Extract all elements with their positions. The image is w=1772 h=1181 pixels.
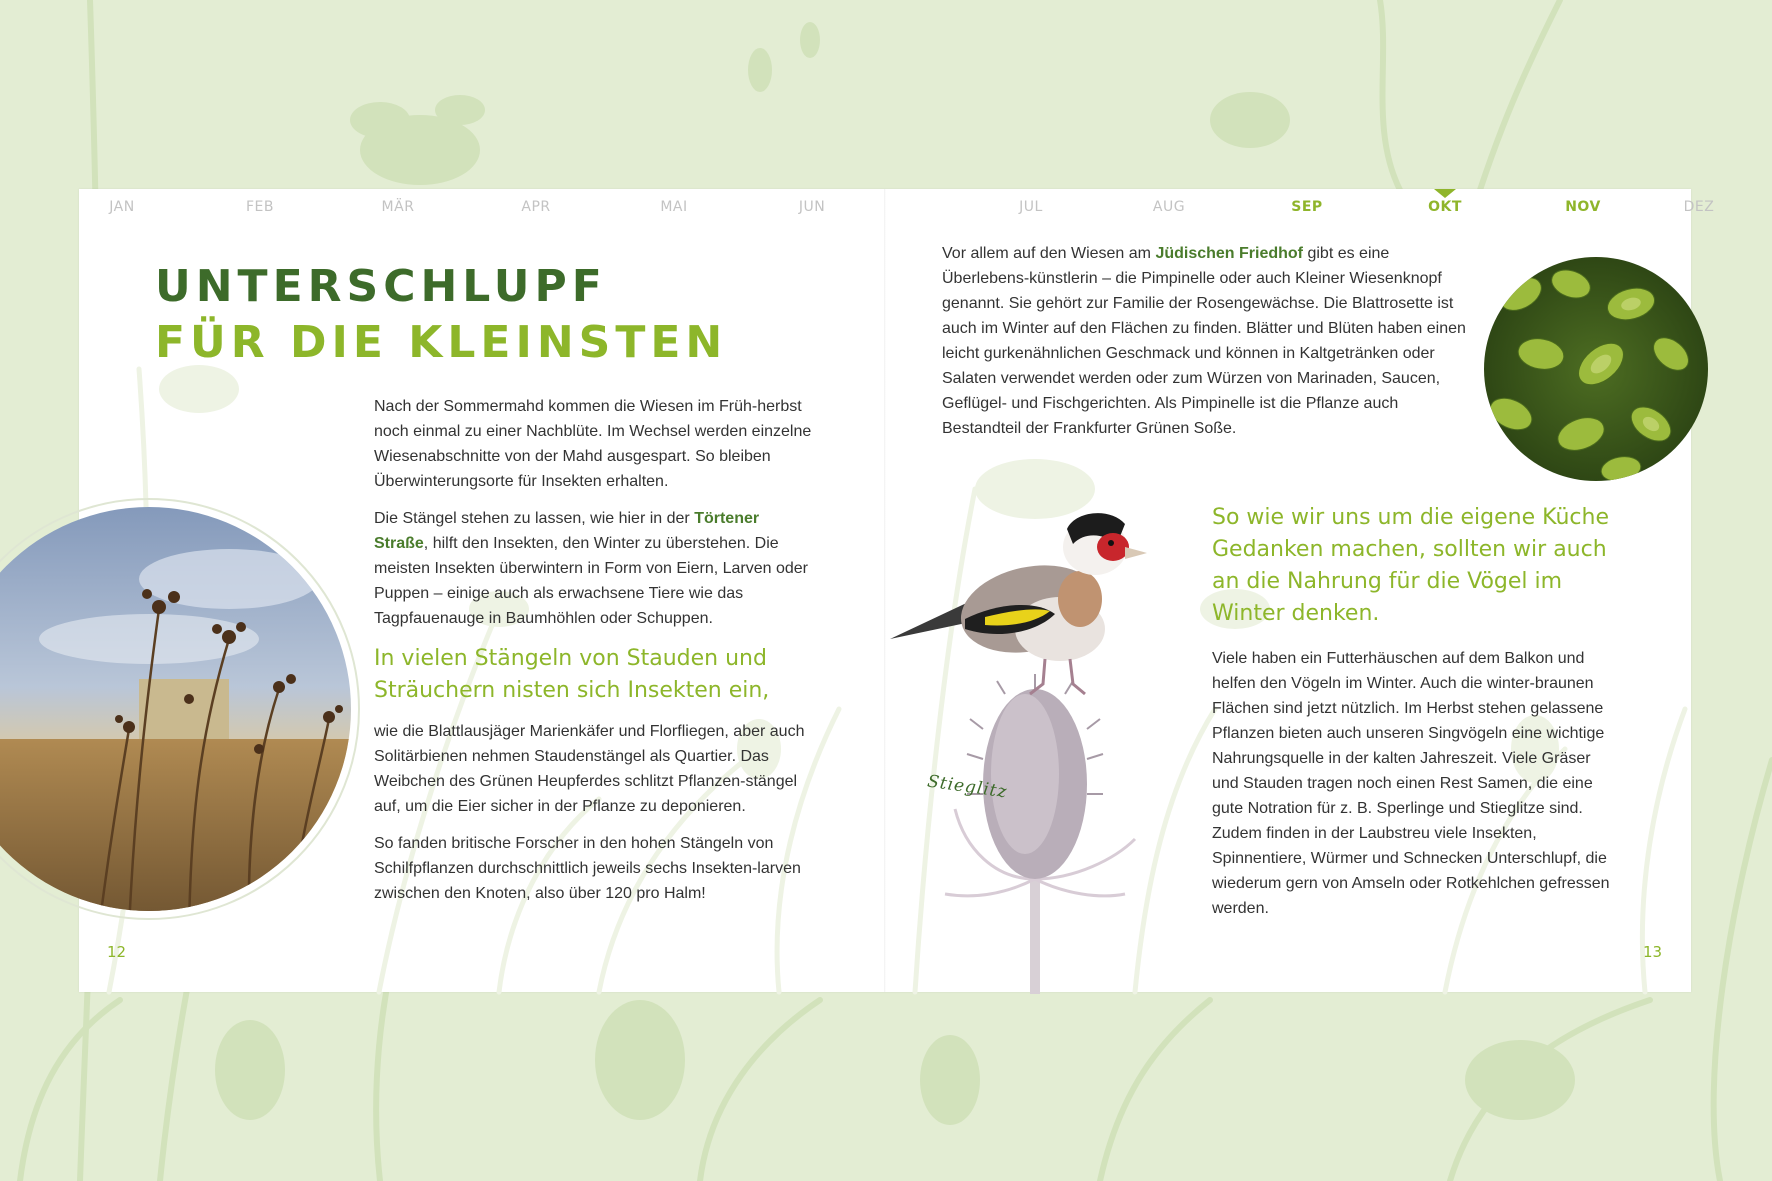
month-label-active: OKT (1428, 199, 1462, 215)
bird-label: Stieglitz (926, 771, 1009, 803)
right-top-paragraph (942, 241, 1472, 441)
month-label: APR (521, 199, 551, 215)
text: , hilft den Insekten, den Winter zu überstehen. Die meisten Insekten überwintern in Form von Eiern, Larven oder Puppen – einige auch als erwachsene Tiere wie das Tagpfauenauge in Baumhöhlen oder Schuppen. (374, 535, 808, 627)
book-spread (79, 189, 1715, 992)
right-page (885, 189, 1715, 992)
paragraph-with-highlight (374, 506, 814, 631)
title-line-1: UNTERSCHLUPF (155, 261, 607, 312)
month-label: AUG (1152, 199, 1186, 215)
month-label: JUL (1019, 199, 1043, 215)
title-line-2: FÜR DIE KLEINSTEN (155, 317, 728, 368)
left-page (79, 189, 885, 992)
month-bar-right (885, 199, 1715, 221)
text: Die Stängel stehen zu lassen, wie hier in der (374, 510, 695, 527)
page-title (155, 259, 727, 371)
paragraph: So fanden britische Forscher in den hohen Stängeln von Schilfpflanzen durchschnittlich jeweils sechs Insekten-larven zwischen den Knoten, also über 120 pro Halm! (374, 835, 801, 902)
month-label-active: SEP (1291, 199, 1323, 215)
current-month-marker (1434, 189, 1456, 198)
left-text-column (374, 394, 814, 906)
text: Vor allem auf den Wiesen am (942, 245, 1156, 262)
place-highlight: Törtener Straße (374, 510, 760, 552)
right-text-column (1212, 646, 1612, 921)
photo-dried-stems (0, 489, 369, 934)
paragraph-with-highlight (942, 241, 1472, 441)
paragraph: Viele haben ein Futterhäuschen auf dem Balkon und helfen den Vögeln im Winter. Auch die winter-braunen Flächen sind jetzt nützlich. Im Herbst stehen gelassene Pflanzen bieten auch unseren Singvögeln eine wichtige Nahrungsquelle in der kalten Jahreszeit. Viele Gräser und Stauden tragen noch einen Rest Samen, die eine gute Notration für z. B. Sperlinge und Stieglitze sind. Zudem finden in der Laubstreu viele Insekten, Spinnentiere, Würmer und Schnecken Unterschlupf, die wiederum gern von Amseln oder Rotkehlchen gefressen werden. (1212, 650, 1610, 917)
month-label: FEB (245, 199, 274, 215)
page-number: 12 (107, 943, 127, 961)
page-number: 13 (1643, 943, 1663, 961)
pull-quote: So wie wir uns um die eigene Küche Gedanken machen, sollten wir auch an die Nahrung für die Vögel im Winter denken. (1212, 505, 1609, 626)
month-bar-left (79, 199, 885, 221)
month-label: DEZ (1683, 199, 1715, 215)
paragraph: Nach der Sommermahd kommen die Wiesen im Früh-herbst noch einmal zu einer Nachblüte. Im Wechsel werden einzelne Wiesenabschnitte von der Mahd ausgespart. So bleiben Überwinterungsorte für Insekten erhalten. (374, 398, 812, 490)
place-highlight: Jüdischen Friedhof (1155, 245, 1304, 262)
photo-pimpinelle-leaves (1471, 244, 1721, 499)
goldfinch-illustration (885, 499, 1185, 999)
pull-quote: In vielen Stängeln von Stauden und Sträuchern nisten sich Insekten ein, (374, 646, 770, 703)
paragraph: wie die Blattlausjäger Marienkäfer und Florfliegen, aber auch Solitärbienen nehmen Staudenstängel als Quartier. Das Weibchen des Grünen Heupferdes schlitzt Pflanzen-stängel auf, um die Eier sicher in der Pflanze zu deponieren. (374, 723, 805, 815)
month-label-active: NOV (1565, 199, 1601, 215)
month-label: MÄR (381, 199, 415, 215)
month-label: JAN (109, 199, 135, 215)
month-label: JUN (798, 199, 826, 215)
right-quote-column (1212, 502, 1617, 630)
text: gibt es eine Überlebens-künstlerin – die Pimpinelle oder auch Kleiner Wiesenknopf genannt. Sie gehört zur Familie der Rosengewächse. Die Blattrosette ist auch im Winter auf den Flächen zu finden. Blätter und Blüten haben einen leicht gurkenähnlichen Geschmack und können in Kaltgetränken oder Salaten verwendet werden oder zum Würzen von Marinaden, Saucen, Geflügel- und Fischgerichten. Als Pimpinelle ist die Pflanze auch Bestandteil der Frankfurter Grünen Soße. (942, 245, 1466, 437)
month-label: MAI (660, 199, 688, 215)
